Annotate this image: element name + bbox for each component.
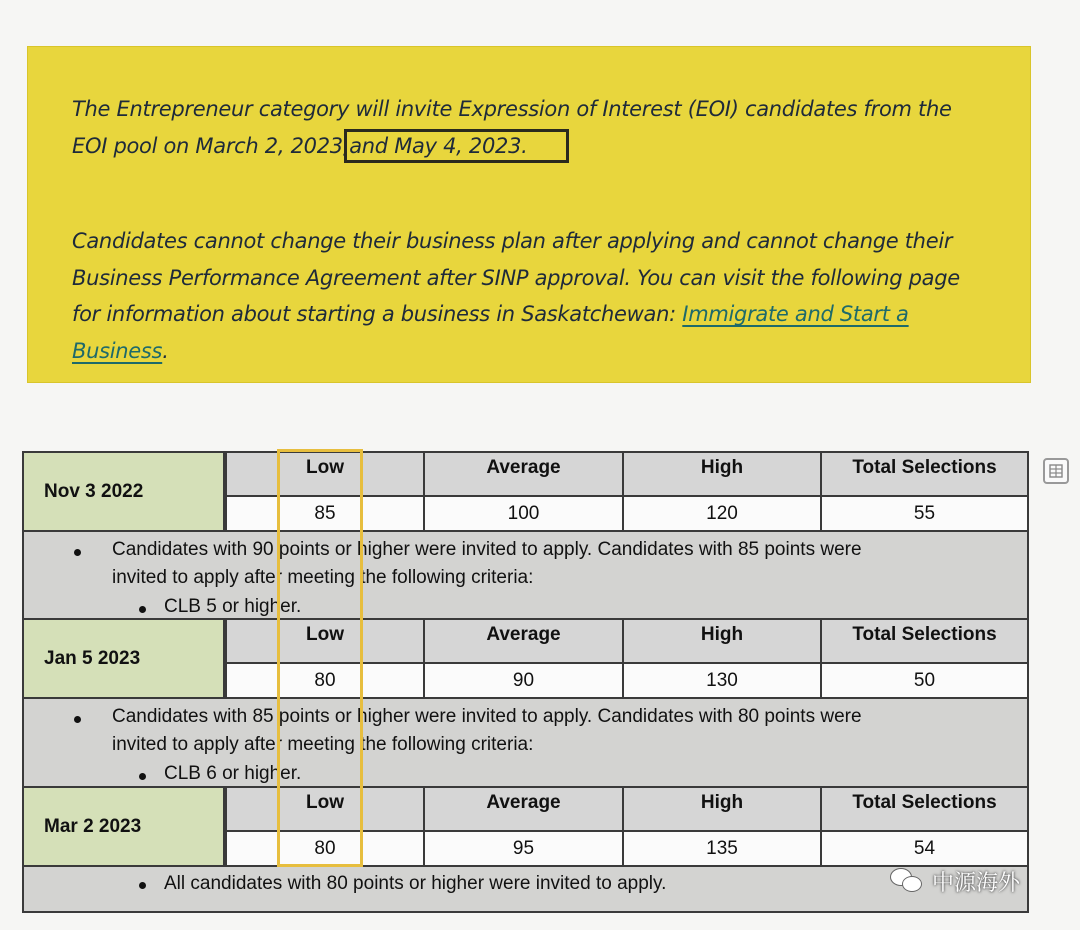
watermark-text: 中源海外 bbox=[932, 870, 1021, 896]
low-value: 80 bbox=[225, 832, 423, 865]
table-select-icon[interactable] bbox=[1043, 458, 1069, 484]
col-high-header: High bbox=[622, 620, 820, 664]
draw-notes bbox=[24, 530, 1027, 620]
col-low-header: Low bbox=[225, 620, 423, 664]
col-total-header: Total Selections bbox=[820, 620, 1027, 664]
average-value: 100 bbox=[423, 497, 622, 530]
notice-boxed-date: and May 4, 2023. bbox=[349, 134, 563, 158]
col-low-header: Low bbox=[225, 788, 423, 832]
draws-table bbox=[22, 451, 1029, 913]
note-line: All candidates with 80 points or higher were invited to apply. bbox=[164, 873, 667, 894]
draw-date: Nov 3 2022 bbox=[24, 453, 225, 530]
note-line-cont: invited to apply after meeting the following criteria: bbox=[112, 734, 534, 755]
low-value: 85 bbox=[225, 497, 423, 530]
sub-bullet-dot bbox=[139, 606, 146, 613]
note-sub: CLB 6 or higher. bbox=[164, 763, 302, 784]
grid-icon bbox=[1049, 464, 1063, 478]
watermark bbox=[890, 864, 1020, 898]
col-total-header: Total Selections bbox=[820, 788, 1027, 832]
notice-p2-end: . bbox=[162, 338, 169, 363]
col-low-header: Low bbox=[225, 453, 423, 497]
col-total-header: Total Selections bbox=[820, 453, 1027, 497]
high-value: 130 bbox=[622, 664, 820, 697]
bullet-dot bbox=[74, 549, 81, 556]
col-average-header: Average bbox=[423, 453, 622, 497]
note-line-cont: invited to apply after meeting the following criteria: bbox=[112, 567, 534, 588]
draw-notes bbox=[24, 697, 1027, 787]
bullet-dot bbox=[74, 716, 81, 723]
wechat-logo-icon bbox=[890, 868, 924, 894]
immigrate-start-business-link[interactable]: Immigrate and Start a Business bbox=[72, 302, 909, 363]
note-line: Candidates with 90 points or higher were invited to apply. Candidates with 85 points were bbox=[112, 539, 862, 560]
draw-date: Mar 2 2023 bbox=[24, 788, 225, 865]
notice-box bbox=[27, 46, 1031, 383]
draw-notes bbox=[24, 865, 1027, 911]
low-value: 80 bbox=[225, 664, 423, 697]
bullet-dot bbox=[139, 882, 146, 889]
col-average-header: Average bbox=[423, 620, 622, 664]
draw-date: Jan 5 2023 bbox=[24, 620, 225, 697]
high-value: 135 bbox=[622, 832, 820, 865]
col-average-header: Average bbox=[423, 788, 622, 832]
col-high-header: High bbox=[622, 788, 820, 832]
total-value: 54 bbox=[820, 832, 1027, 865]
note-line: Candidates with 85 points or higher were invited to apply. Candidates with 80 points were bbox=[112, 706, 862, 727]
sub-bullet-dot bbox=[139, 773, 146, 780]
note-sub: CLB 5 or higher. bbox=[164, 596, 302, 617]
notice-paragraph-1 bbox=[72, 91, 992, 164]
total-value: 50 bbox=[820, 664, 1027, 697]
high-value: 120 bbox=[622, 497, 820, 530]
average-value: 95 bbox=[423, 832, 622, 865]
total-value: 55 bbox=[820, 497, 1027, 530]
average-value: 90 bbox=[423, 664, 622, 697]
col-high-header: High bbox=[622, 453, 820, 497]
notice-p1-text: The Entrepreneur category will invite Expression of Interest (EOI) candidates from the EOI pool on March 2, 2023, bbox=[72, 97, 952, 158]
notice-p2-text: Candidates cannot change their business plan after applying and cannot change their Business Performance Agreement after SINP approval. You can visit the following page for information about starting a business in Saskatchewan: bbox=[72, 229, 960, 326]
notice-paragraph-2 bbox=[72, 223, 992, 369]
